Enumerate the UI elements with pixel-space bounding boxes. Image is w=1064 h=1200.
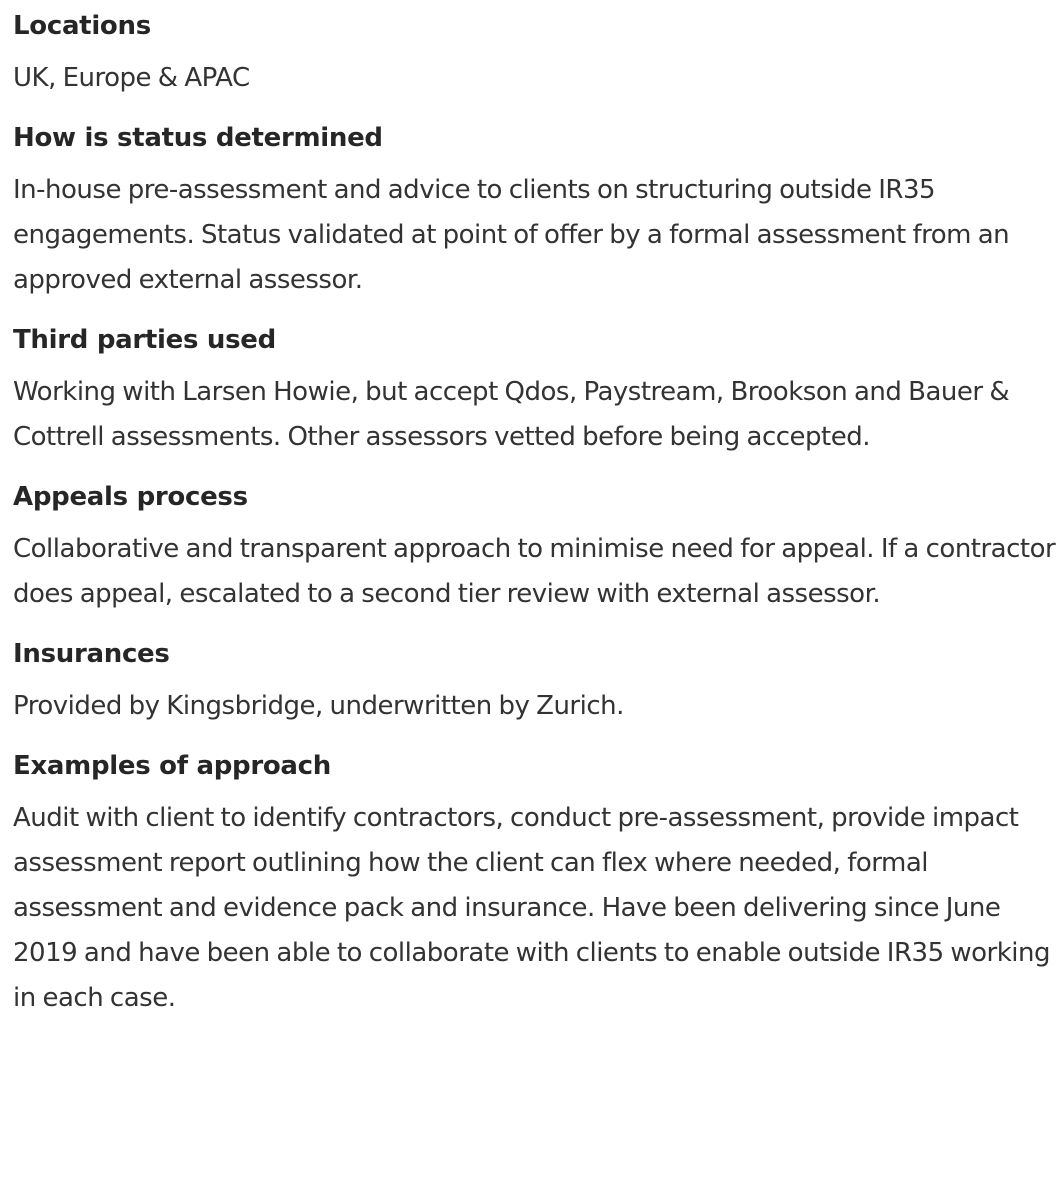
section-heading: Third parties used: [13, 325, 276, 355]
section-body: Collaborative and transparent approach to minimise need for appeal. If a contractor does appeal, escalated to a second tier review with external assessor.: [13, 534, 1056, 609]
section-locations: [13, 6, 1060, 101]
section-body: Audit with client to identify contractors, conduct pre-assessment, provide impact assessment report outlining how the client can flex where needed, formal assessment and evidence pack and insurance. Have been delivering since June 2019 and have been able to collaborate with clients to enable outside IR35 working in each case.: [13, 803, 1050, 1013]
section-body: In-house pre-assessment and advice to clients on structuring outside IR35 engagements. Status validated at point of offer by a formal assessment from an approved external assessor.: [13, 175, 1010, 295]
section-third-parties: [13, 320, 1060, 460]
section-heading: Appeals process: [13, 482, 248, 512]
section-heading: Examples of approach: [13, 751, 331, 781]
section-insurances: [13, 634, 1060, 729]
section-appeals-process: [13, 477, 1060, 617]
section-body: UK, Europe & APAC: [13, 63, 250, 93]
section-heading: How is status determined: [13, 123, 383, 153]
section-examples-of-approach: [13, 746, 1060, 1021]
section-heading: Locations: [13, 11, 151, 41]
section-status-determination: [13, 118, 1060, 303]
section-body: Working with Larsen Howie, but accept Qdos, Paystream, Brookson and Bauer & Cottrell assessments. Other assessors vetted before being accepted.: [13, 377, 1010, 452]
section-body: Provided by Kingsbridge, underwritten by Zurich.: [13, 691, 624, 721]
section-heading: Insurances: [13, 639, 170, 669]
